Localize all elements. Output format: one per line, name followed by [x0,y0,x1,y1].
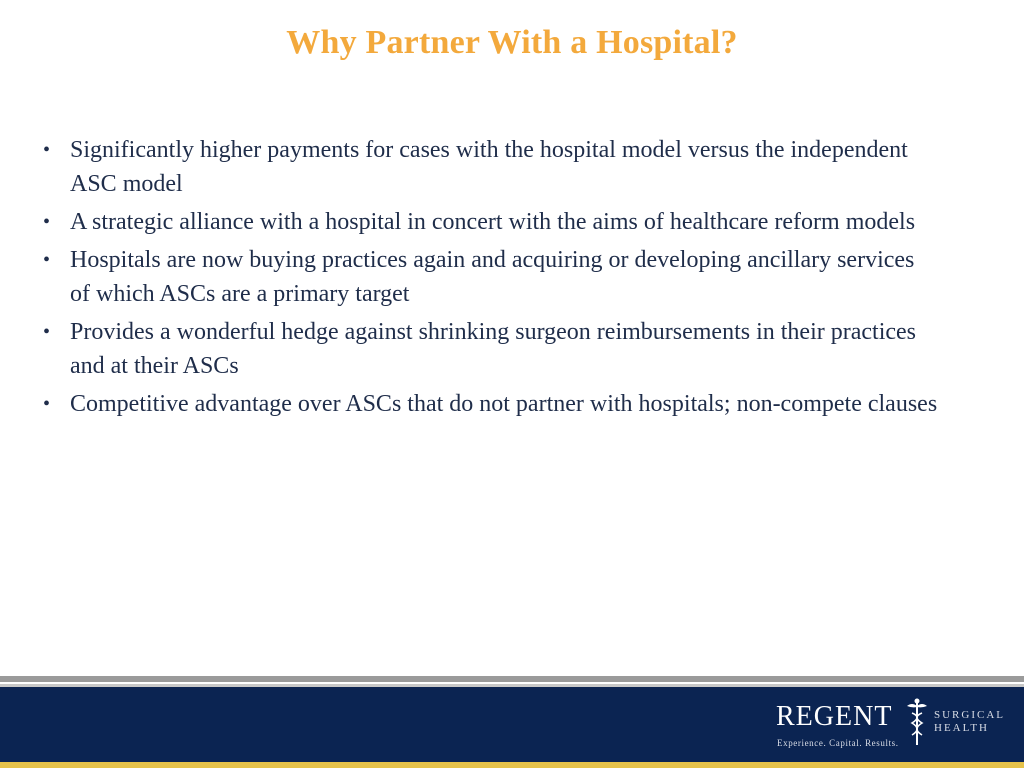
footer-accent-stripe [0,762,1024,768]
bullet-icon: • [43,211,51,233]
bullet-text: Hospitals are now buying practices again and acquiring or developing ancillary services of which ASCs are a primary target [70,247,915,307]
logo-tagline: Experience. Capital. Results. [777,738,899,748]
bullet-icon: • [43,139,51,161]
bullet-item [40,133,940,201]
bullet-text: Provides a wonderful hedge against shrinking surgeon reimbursements in their practices and at their ASCs [70,319,917,379]
bullet-item [40,387,940,421]
bullet-item [40,243,940,311]
slide-title: Why Partner With a Hospital? [286,24,738,61]
logo-surgical: SURGICAL [934,709,1006,721]
logo-health: HEALTH [934,722,989,734]
bullet-text: Competitive advantage over ASCs that do not partner with hospitals; non-compete clauses [70,391,938,417]
bullet-item [40,315,940,383]
bullet-text: Significantly higher payments for cases with the hospital model versus the independent ASC model [70,137,908,197]
footer-divider [0,676,1024,682]
bullet-item [40,205,940,239]
bullet-list [40,133,940,425]
logo-name: REGENT [776,701,893,732]
bullet-icon: • [43,249,51,271]
bullet-icon: • [43,321,51,343]
regent-logo [776,697,1006,755]
bullet-icon: • [43,393,51,415]
caduceus-icon [904,697,930,747]
bullet-text: A strategic alliance with a hospital in concert with the aims of healthcare reform models [70,209,916,235]
